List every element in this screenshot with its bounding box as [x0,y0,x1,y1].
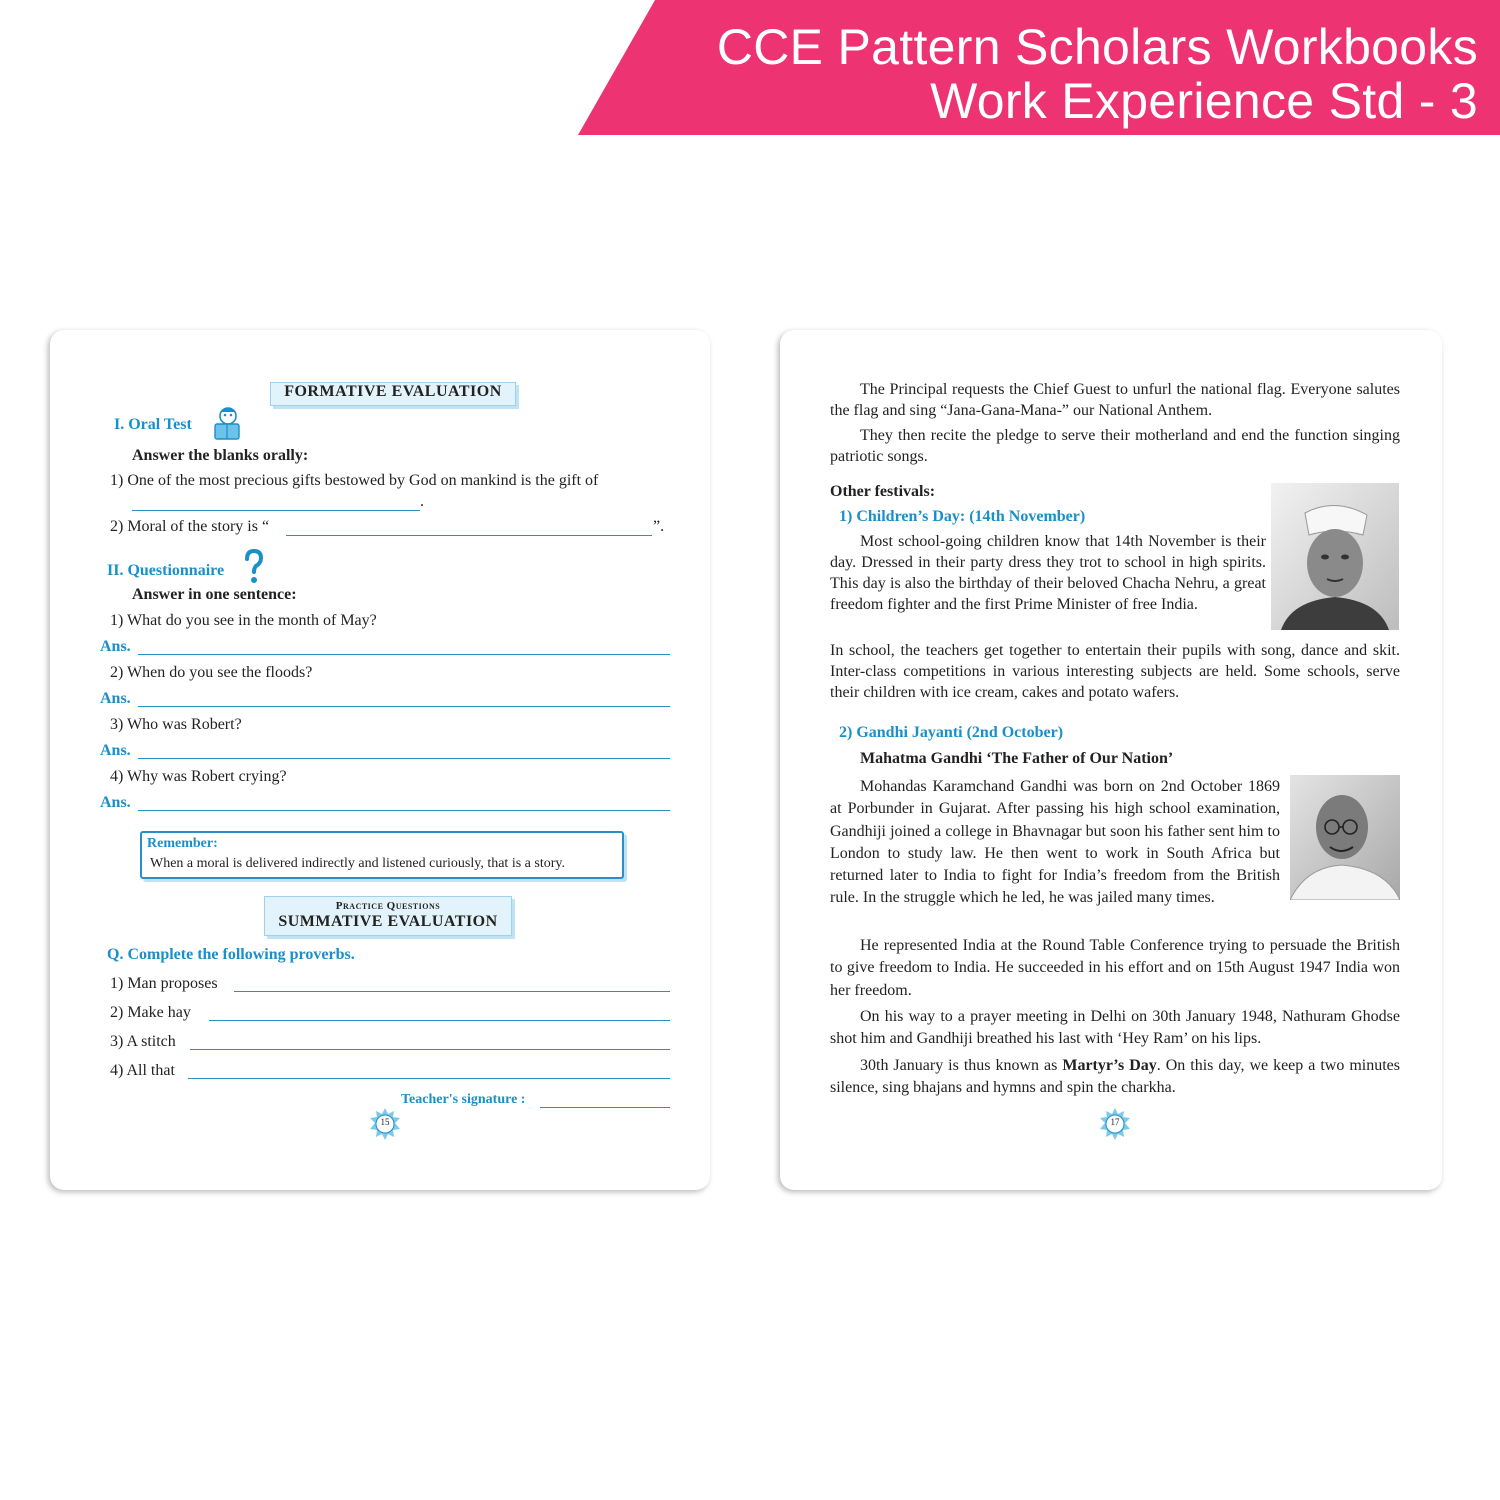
proverb-3: 3) A stitch [110,1033,176,1050]
answer-line-4 [138,810,670,811]
oral-test-title: I. Oral Test [114,416,192,433]
proverbs-title: Q. Complete the following proverbs. [107,946,355,963]
question-mark-icon [243,549,265,585]
childrens-day-title: 1) Children’s Day: (14th November) [839,508,1086,525]
questionnaire-instruction: Answer in one sentence: [132,586,297,603]
martyrs-day-name: Martyr’s Day [1062,1057,1157,1074]
proverb-2: 2) Make hay [110,1004,191,1021]
banner-title [717,20,1478,128]
answer-label: Ans. [100,794,131,811]
proverb-1: 1) Man proposes [110,975,218,992]
questionnaire-question-2: 2) When do you see the floods? [110,664,313,681]
formative-evaluation-heading [270,382,516,406]
proverb-line-4 [188,1078,670,1079]
oral-question-2-end: ”. [653,518,665,535]
page-number-badge [369,1108,401,1140]
other-festivals-heading: Other festivals: [830,483,936,500]
nehru-portrait [1271,483,1399,630]
oral-question-1-end: . [420,493,424,510]
page-number: 15 [380,1117,390,1127]
answer-line-1 [138,654,670,655]
banner-title-line2: Work Experience Std - 3 [930,73,1478,129]
oral-question-1: 1) One of the most precious gifts bestowed by God on mankind is the gift of [110,472,599,489]
banner-title-line1: CCE Pattern Scholars Workbooks [716,19,1478,75]
gandhi-paragraph-2: He represented India at the Round Table Conference trying to persuade the British to give freedom to India. He succeeded in his effort and on 15th August 1947 India won her freedom. [830,937,1400,999]
workbook-page-17 [780,330,1442,1190]
questionnaire-question-3: 3) Who was Robert? [110,716,242,733]
title-banner [0,0,1500,135]
gandhi-paragraph-3: On his way to a prayer meeting in Delhi on 30th January 1948, Nathuram Ghodse shot him and Gandhiji breathed his last with ‘Hey Ram’ on his lips. [830,1008,1400,1048]
remember-text: When a moral is delivered indirectly and listened curiously, that is a story. [150,856,565,871]
proverb-4: 4) All that [110,1062,175,1079]
workbook-page-15 [50,330,710,1190]
gandhi-jayanti-title: 2) Gandhi Jayanti (2nd October) [839,724,1064,741]
gandhi-paragraph-4 [830,1055,1400,1100]
answer-line-3 [138,758,670,759]
oral-answer-line-1 [132,510,420,511]
oral-answer-line-2 [286,535,652,536]
remember-box [140,831,624,879]
summative-evaluation-heading [264,896,512,936]
answer-label: Ans. [100,690,131,707]
practice-questions-label: Practice Questions [335,900,441,912]
oral-test-instruction: Answer the blanks orally: [132,447,309,464]
childrens-day-paragraph-2: In school, the teachers get together to entertain their pupils with song, dance and skit. Inter-class competitions in various interesting subjects are held. Some schools, serve their children with ice cream, cakes and potato wafers. [830,642,1400,701]
intro-paragraph-2: They then recite the pledge to serve their motherland and end the function singing patriotic songs. [830,427,1400,465]
questionnaire-question-4: 4) Why was Robert crying? [110,768,287,785]
gandhi-portrait [1290,775,1400,900]
gandhi-subtitle: Mahatma Gandhi ‘The Father of Our Nation’ [860,750,1174,767]
page-number: 17 [1110,1117,1120,1127]
teacher-signature-line [540,1107,670,1108]
reading-child-icon [210,405,244,443]
intro-paragraph-1: The Principal requests the Chief Guest to unfurl the national flag. Everyone salutes the flag and sing “Jana-Gana-Mana-” our National Anthem. [830,381,1400,419]
answer-label: Ans. [100,638,131,655]
proverb-line-3 [190,1049,670,1050]
questionnaire-question-1: 1) What do you see in the month of May? [110,612,377,629]
questionnaire-title: II. Questionnaire [107,562,225,579]
answer-line-2 [138,706,670,707]
teacher-signature-label: Teacher's signature : [401,1092,526,1107]
summative-heading-text: SUMMATIVE EVALUATION [278,913,498,930]
martyrs-day-pre: 30th January is thus known as [860,1057,1063,1074]
martyrs-day-post: . On this day, we keep a two minutes silence, sing bhajans and hymns and spin the charkha. [830,1057,1400,1097]
gandhi-paragraph-1: Mohandas Karamchand Gandhi was born on 2nd October 1869 at Porbunder in Gujarat. After passing his high school examination, Gandhiji joined a college in Bhavnagar but soon his father sent him to London to study law. He then went to work in South Africa but returned later to India to fight for India’s freedom from the British rule. In the struggle which he led, he was jailed many times. [830,778,1280,907]
remember-title: Remember: [147,836,218,851]
proverb-line-2 [209,1020,670,1021]
proverb-line-1 [234,991,670,992]
oral-question-2: 2) Moral of the story is “ [110,518,270,535]
page-number-badge [1099,1108,1131,1140]
childrens-day-paragraph-1: Most school-going children know that 14th November is their day. Dressed in their party dress they trot to school in high spirits. This day is also the birthday of their beloved Chacha Nehru, a great freedom fighter and the first Prime Minister of free India. [830,533,1266,613]
answer-label: Ans. [100,742,131,759]
formative-heading-text: FORMATIVE EVALUATION [284,383,502,400]
